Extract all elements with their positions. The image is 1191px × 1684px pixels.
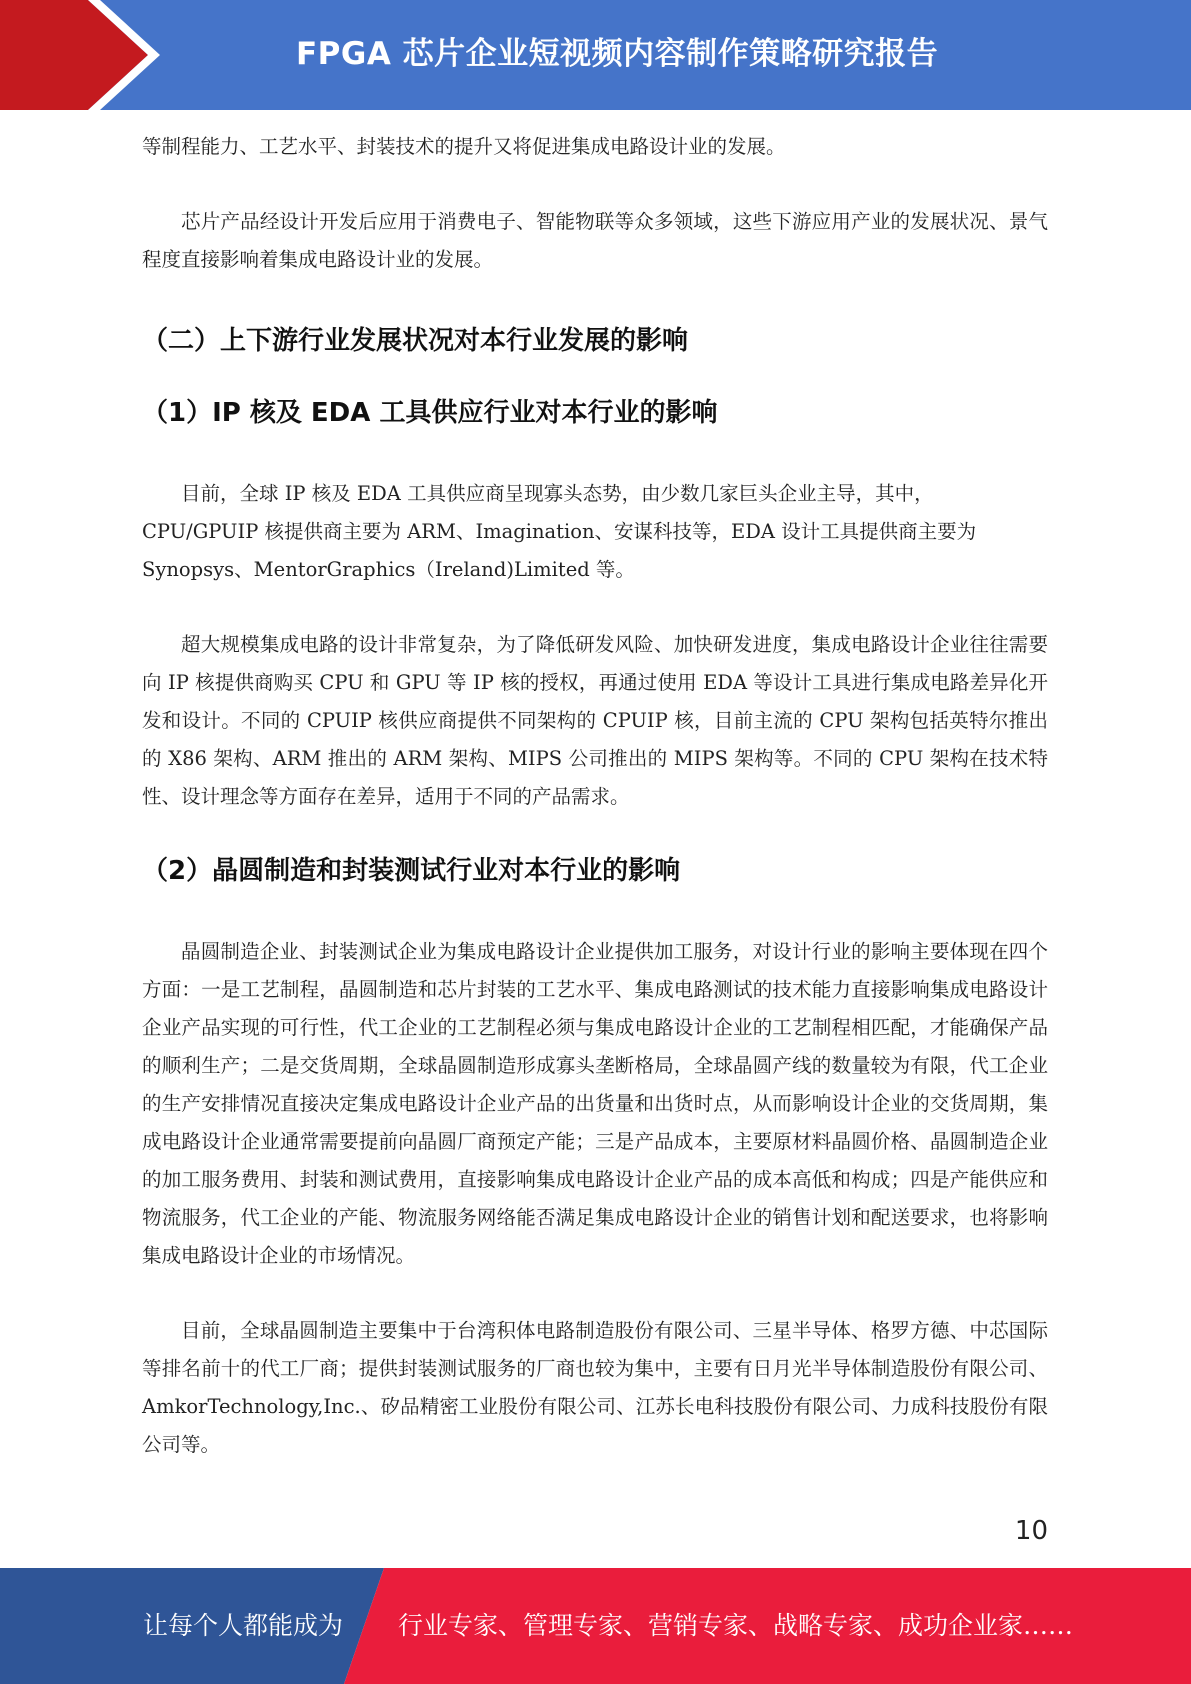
section-heading-upstream-downstream: （二）上下游行业发展状况对本行业发展的影响	[142, 326, 689, 356]
paragraph-ip-eda-suppliers	[142, 475, 1048, 589]
page-number: 10	[1014, 1516, 1048, 1546]
paragraph-continuation: 等制程能力、工艺水平、封装技术的提升又将促进集成电路设计业的发展。	[142, 135, 786, 158]
footer-slogan-right: 行业专家、管理专家、营销专家、战略专家、成功企业家……	[398, 1611, 1074, 1640]
paragraph-line: CPU/GPUIP 核提供商主要为 ARM、Imagination、安谋科技等，EDA 设计工具提供商主要为	[142, 520, 977, 543]
paragraph-wafer-vendors: 目前，全球晶圆制造主要集中于台湾积体电路制造股份有限公司、三星半导体、格罗方德、中芯国际等排名前十的代工厂商；提供封装测试服务的厂商也较为集中，主要有日月光半导体制造股份有限公司、AmkorTechnology,Inc.、矽品精密工业股份有限公司、江苏长电科技股份有限公司、力成科技股份有限公司等。	[142, 1319, 1048, 1456]
paragraph-wafer-impact: 晶圆制造企业、封装测试企业为集成电路设计企业提供加工服务，对设计行业的影响主要体现在四个方面：一是工艺制程，晶圆制造和芯片封装的工艺水平、集成电路测试的技术能力直接影响集成电路设计企业产品实现的可行性，代工企业的工艺制程必须与集成电路设计企业的工艺制程相匹配，才能确保产品的顺利生产；二是交货周期，全球晶圆制造形成寡头垄断格局，全球晶圆产线的数量较为有限，代工企业的生产安排情况直接决定集成电路设计企业产品的出货量和出货时点，从而影响设计企业的交货周期，集成电路设计企业通常需要提前向晶圆厂商预定产能；三是产品成本，主要原材料晶圆价格、晶圆制造企业的加工服务费用、封装和测试费用，直接影响集成电路设计企业产品的成本高低和构成；四是产能供应和物流服务，代工企业的产能、物流服务网络能否满足集成电路设计企业的销售计划和配送要求，也将影响集成电路设计企业的市场情况。	[142, 940, 1048, 1267]
footer-slogan-left: 让每个人都能成为	[143, 1611, 344, 1640]
paragraph-downstream: 芯片产品经设计开发后应用于消费电子、智能物联等众多领域，这些下游应用产业的发展状况、景气程度直接影响着集成电路设计业的发展。	[142, 210, 1048, 271]
paragraph-line: Synopsys、MentorGraphics（Ireland)Limited 等。	[142, 558, 635, 581]
subsection-heading-wafer-packaging: （2）晶圆制造和封装测试行业对本行业的影响	[142, 856, 681, 886]
paragraph-ip-licensing: 超大规模集成电路的设计非常复杂，为了降低研发风险、加快研发进度，集成电路设计企业往往需要向 IP 核提供商购买 CPU 和 GPU 等 IP 核的授权，再通过使用 EDA 等设计工具进行集成电路差异化开发和设计。不同的 CPUIP 核供应商提供不同架构的 CPUIP 核，目前主流的 CPU 架构包括英特尔推出的 X86 架构、ARM 推出的 ARM 架构、MIPS 公司推出的 MIPS 架构等。不同的 CPU 架构在技术特性、设计理念等方面存在差异，适用于不同的产品需求。	[142, 633, 1048, 808]
page-header	[0, 0, 1191, 110]
header-arrow-red	[0, 0, 148, 110]
report-title: FPGA 芯片企业短视频内容制作策略研究报告	[296, 36, 939, 72]
subsection-heading-ip-eda: （1）IP 核及 EDA 工具供应行业对本行业的影响	[142, 398, 718, 428]
page-content	[142, 128, 1048, 1464]
page-footer	[0, 1568, 1191, 1684]
paragraph-line: 目前，全球 IP 核及 EDA 工具供应商呈现寡头态势，由少数几家巨头企业主导，其中，	[181, 482, 934, 505]
